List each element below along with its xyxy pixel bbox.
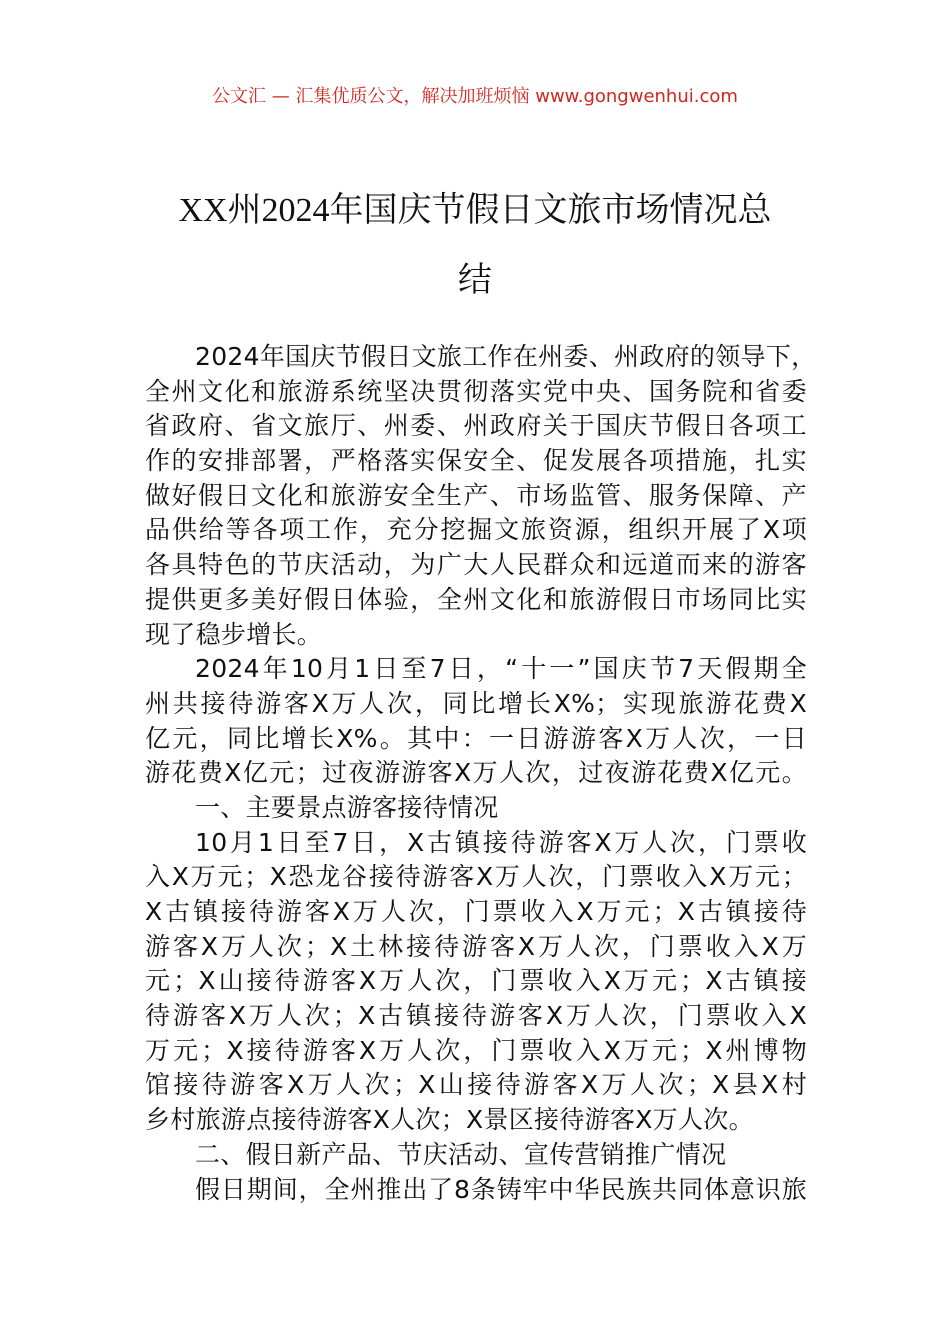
body-text-line: 作的安排部署，严格落实保安全、促发展各项措施，扎实 (145, 446, 807, 476)
body-text-line: 现了稳步增长。 (145, 619, 323, 649)
body-text-line: 馆接待游客X万人次；X山接待游客X万人次；X县X村 (145, 1070, 807, 1100)
body-text-line: X古镇接待游客X万人次，门票收入X万元；X古镇接待 (145, 897, 807, 926)
body-text-line: 各具特色的节庆活动，为广大人民群众和远道而来的游客 (145, 550, 807, 580)
document-title (0, 176, 950, 316)
body-text-line: 游花费X亿元；过夜游游客X万人次，过夜游花费X亿元。 (145, 758, 807, 788)
body-text-line: 做好假日文化和旅游安全生产、市场监管、服务保障、产 (145, 480, 807, 510)
body-text-line: 2024年10月1日至7日，“十一”国庆节7天假期全 (195, 654, 807, 684)
body-text-line: 提供更多美好假日体验，全州文化和旅游假日市场同比实 (145, 584, 807, 614)
body-text-line: 2024年国庆节假日文旅工作在州委、州政府的领导下， (195, 342, 817, 371)
body-text-line: 全州文化和旅游系统坚决贯彻落实党中央、国务院和省委 (145, 376, 807, 406)
body-text-line: 10月1日至7日，X古镇接待游客X万人次，门票收 (195, 827, 807, 857)
title-line-1: XX州2024年国庆节假日文旅市场情况总 (178, 192, 772, 229)
body-text-line: 州共接待游客X万人次，同比增长X%；实现旅游花费X (145, 688, 807, 718)
body-text-line: 乡村旅游点接待游客X人次；X景区接待游客X万人次。 (145, 1105, 754, 1135)
body-text-line: 一、主要景点游客接待情况 (195, 792, 499, 822)
document-body (145, 340, 817, 1207)
body-text-line: 品供给等各项工作，充分挖掘文旅资源，组织开展了X项 (145, 515, 807, 545)
body-text-line: 省政府、省文旅厅、州委、州政府关于国庆节假日各项工 (145, 411, 807, 441)
title-line-2: 结 (458, 262, 492, 299)
body-text-line: 入X万元；X恐龙谷接待游客X万人次，门票收入X万元； (145, 862, 807, 892)
body-text-line: 游客X万人次；X土林接待游客X万人次，门票收入X万 (145, 931, 807, 961)
watermark-header-link[interactable]: 公文汇 — 汇集优质公文，解决加班烦恼 www.gongwenhui.com (212, 86, 738, 107)
body-text-line: 二、假日新产品、节庆活动、宣传营销推广情况 (195, 1139, 727, 1169)
body-text-line: 万元；X接待游客X万人次，门票收入X万元；X州博物 (145, 1035, 807, 1065)
body-text-line: 假日期间，全州推出了8条铸牢中华民族共同体意识旅 (195, 1174, 807, 1204)
body-text-line: 元；X山接待游客X万人次，门票收入X万元；X古镇接 (145, 966, 807, 996)
body-text-line: 亿元，同比增长X%。其中：一日游游客X万人次，一日 (145, 723, 807, 753)
body-text-line: 待游客X万人次；X古镇接待游客X万人次，门票收入X (145, 1001, 807, 1031)
